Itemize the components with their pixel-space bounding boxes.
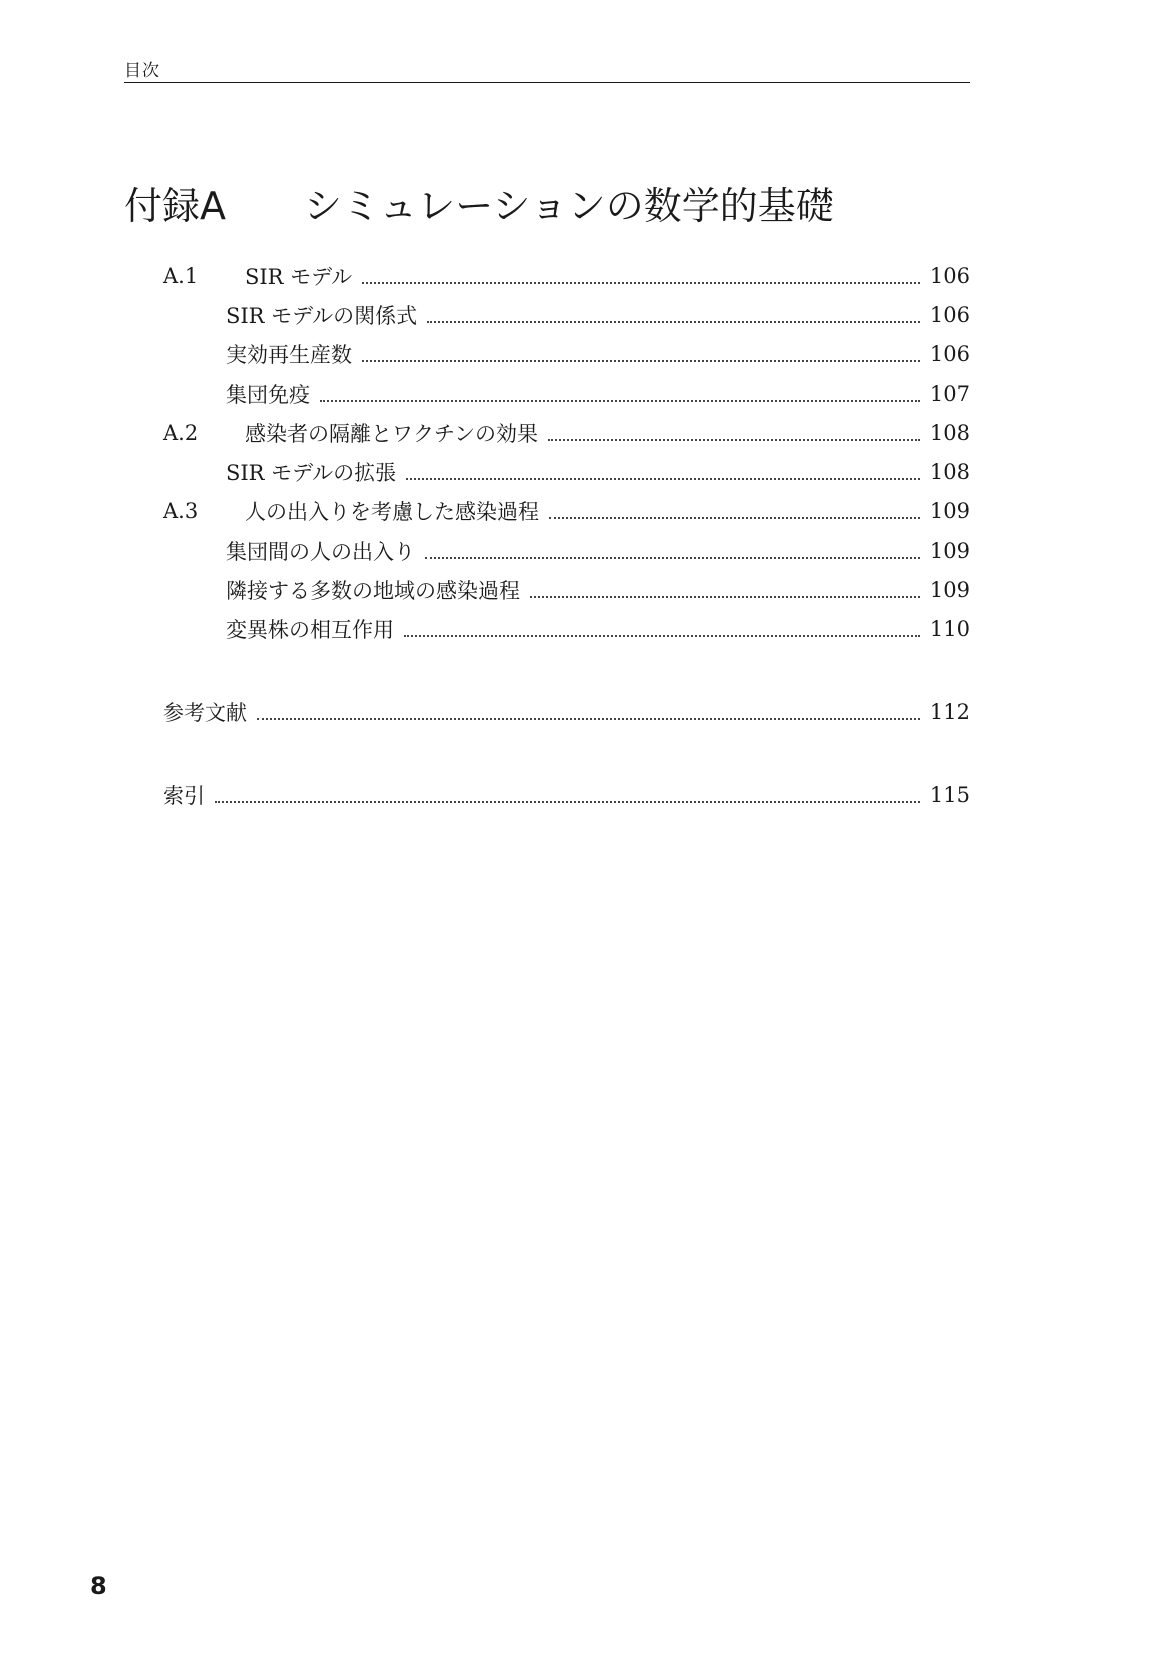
running-head: 目次	[124, 61, 160, 81]
header-rule	[124, 82, 970, 83]
spacer	[163, 731, 970, 775]
page-ref: 107	[929, 381, 970, 406]
toc-entry-a2-1[interactable]	[163, 452, 970, 491]
page-number: 8	[90, 1572, 107, 1600]
dot-leader	[362, 360, 920, 362]
subsection-title: 集団間の人の出入り	[226, 536, 421, 566]
toc-entry-a3-3[interactable]	[163, 610, 970, 649]
page-ref: 110	[929, 617, 970, 642]
page-ref: 109	[929, 499, 970, 524]
section-number: A.3	[163, 499, 199, 524]
dot-leader	[427, 321, 920, 323]
page-ref: 109	[929, 538, 970, 563]
toc-entry-a3-2[interactable]	[163, 570, 970, 609]
toc-entry-a3-1[interactable]	[163, 531, 970, 570]
page-ref: 108	[929, 460, 970, 485]
subsection-title: 集団免疫	[226, 379, 316, 409]
page-ref: 115	[929, 782, 970, 807]
dot-leader	[530, 596, 920, 598]
section-number: A.2	[163, 420, 199, 445]
dot-leader	[406, 478, 920, 480]
subsection-title: 実効再生産数	[226, 339, 358, 369]
toc-entry-a1-1[interactable]	[163, 295, 970, 334]
section-title: SIR モデル	[245, 261, 358, 291]
dot-leader	[257, 718, 920, 720]
chapter-title: シミュレーションの数学的基礎	[304, 184, 834, 228]
toc-entry-references[interactable]	[163, 692, 970, 731]
subsection-title: 変異株の相互作用	[226, 614, 400, 644]
dot-leader	[404, 635, 920, 637]
chapter-heading	[124, 178, 834, 234]
table-of-contents	[163, 256, 970, 815]
toc-entry-a3[interactable]	[163, 492, 970, 531]
dot-leader	[215, 801, 920, 803]
dot-leader	[320, 400, 920, 402]
dot-leader	[549, 517, 920, 519]
page-ref: 108	[929, 420, 970, 445]
subsection-title: SIR モデルの関係式	[226, 300, 423, 330]
section-title: 人の出入りを考慮した感染過程	[245, 496, 545, 526]
page-ref: 112	[929, 699, 970, 724]
chapter-label: 付録A	[124, 184, 226, 228]
subsection-title: SIR モデルの拡張	[226, 457, 402, 487]
section-title: 感染者の隔離とワクチンの効果	[245, 418, 544, 448]
spacer	[163, 649, 970, 692]
index-title: 索引	[163, 780, 211, 810]
references-title: 参考文献	[163, 697, 253, 727]
dot-leader	[425, 557, 920, 559]
page-ref: 106	[929, 302, 970, 327]
dot-leader	[362, 282, 920, 284]
toc-entry-index[interactable]	[163, 775, 970, 814]
subsection-title: 隣接する多数の地域の感染過程	[226, 575, 526, 605]
page-ref: 106	[929, 342, 970, 367]
section-number: A.1	[163, 263, 199, 288]
dot-leader	[548, 439, 920, 441]
page-ref: 106	[929, 263, 970, 288]
page-ref: 109	[929, 578, 970, 603]
toc-entry-a1-2[interactable]	[163, 335, 970, 374]
toc-entry-a2[interactable]	[163, 413, 970, 452]
toc-entry-a1-3[interactable]	[163, 374, 970, 413]
toc-entry-a1[interactable]	[163, 256, 970, 295]
